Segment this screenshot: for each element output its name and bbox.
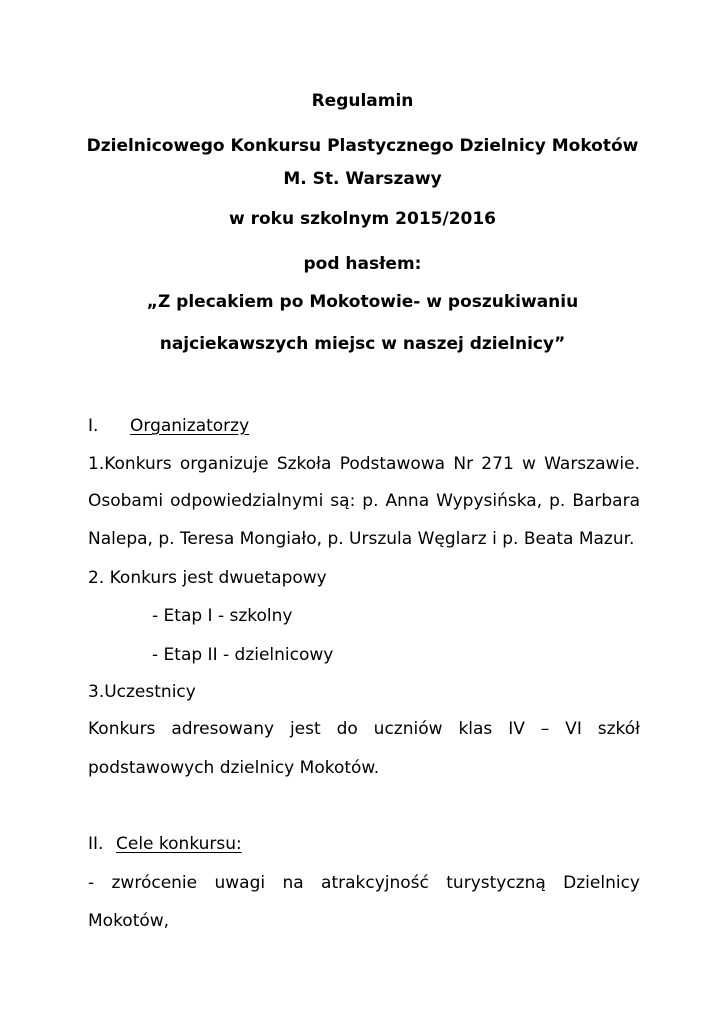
stages-intro: 2. Konkurs jest dwuetapowy <box>88 568 327 588</box>
goal-line-2: Mokotów, <box>88 911 170 931</box>
section-1-numeral: I. <box>88 416 99 436</box>
document-subtitle-line-2: M. St. Warszawy <box>283 169 442 189</box>
motto-label: pod hasłem: <box>303 254 422 274</box>
goal-line-1: - zwrócenie uwagi na atrakcyjność turystyczną Dzielnicy <box>88 873 640 893</box>
document-title: Regulamin <box>311 91 414 111</box>
document-subtitle-line-1: Dzielnicowego Konkursu Plastycznego Dzielnicy Mokotów <box>86 136 639 156</box>
section-2-numeral: II. <box>88 834 104 854</box>
organizer-paragraph-line-2: Osobami odpowiedzialnymi są: p. Anna Wypysińska, p. Barbara <box>88 491 640 511</box>
school-year: w roku szkolnym 2015/2016 <box>228 209 497 229</box>
organizer-paragraph-line-1: 1.Konkurs organizuje Szkoła Podstawowa Nr 271 w Warszawie. <box>88 454 640 474</box>
section-1-heading: Organizatorzy <box>130 416 250 436</box>
participants-heading: 3.Uczestnicy <box>88 682 196 702</box>
participants-line-2: podstawowych dzielnicy Mokotów. <box>88 758 380 778</box>
stage-item: - Etap I - szkolny <box>152 606 293 626</box>
section-2-heading: Cele konkursu: <box>116 834 242 854</box>
organizer-paragraph-line-3: Nalepa, p. Teresa Mongiało, p. Urszula Węglarz i p. Beata Mazur. <box>88 529 635 549</box>
participants-line-1: Konkurs adresowany jest do uczniów klas IV – VI szkół <box>88 719 640 739</box>
motto-line-1: „Z plecakiem po Mokotowie- w poszukiwaniu <box>146 292 579 312</box>
motto-line-2: najciekawszych miejsc w naszej dzielnicy” <box>159 334 566 354</box>
stage-item: - Etap II - dzielnicowy <box>152 645 334 665</box>
